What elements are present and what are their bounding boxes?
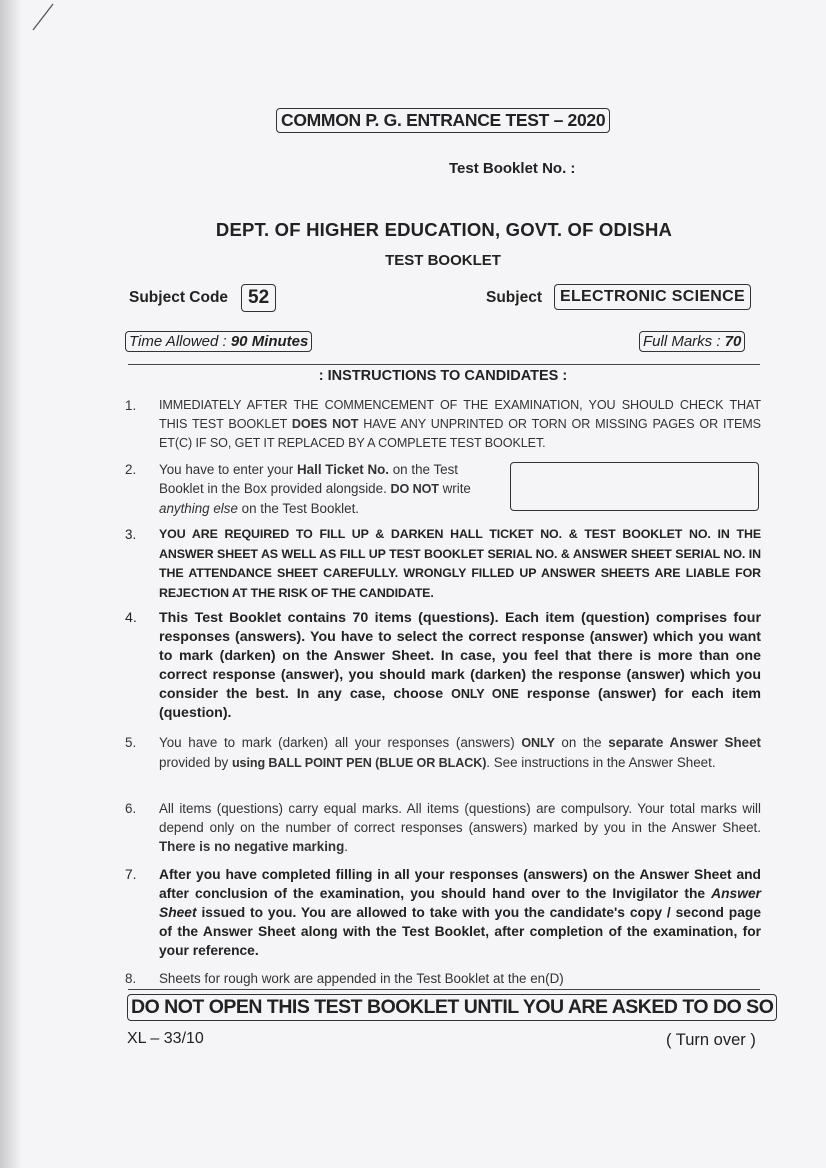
document-code: XL – 33/10 bbox=[127, 1030, 204, 1047]
item-number: 6. bbox=[125, 801, 137, 816]
item-text: IMMEDIATELY AFTER THE COMMENCEMENT OF THE EXAMINATION, YOU SHOULD CHECK THAT THIS TEST BOOKLET DOES NOT HAVE ANY UNPRINTED OR TORN OR MISSING PAGES OR ITEMS ET(C) IF SO, GET IT REPLACED BY A COMPLETE TEST BOOKLET. bbox=[159, 398, 761, 450]
item-text: You have to enter your Hall Ticket No. on the Test Booklet in the Box provided alongside. DO NOT write anything else on the Test Booklet. bbox=[159, 462, 471, 516]
item-text: You have to mark (darken) all your responses (answers) ONLY on the separate Answer Sheet provided by using BALL POINT PEN (BLUE OR BLACK). See instructions in the Answer Sheet. bbox=[159, 735, 761, 770]
exam-title: COMMON P. G. ENTRANCE TEST – 2020 bbox=[276, 108, 610, 133]
test-booklet-no-label: Test Booklet No. : bbox=[449, 160, 576, 177]
subject-code-value: 52 bbox=[241, 284, 276, 312]
time-allowed-value: 90 Minutes bbox=[230, 333, 309, 350]
instruction-item bbox=[125, 396, 761, 453]
instruction-item bbox=[125, 525, 761, 603]
item-number: 5. bbox=[125, 735, 137, 750]
divider bbox=[128, 364, 760, 365]
subject-label: Subject bbox=[486, 289, 542, 306]
item-text: After you have completed filling in all your responses (answers) on the Answer Sheet and after conclusion of the examination, you should hand over to the Invigilator the Answer Sheet issued to you. You are allowed to take with you the candidate's copy / second page of the Answer Sheet along with the Test Booklet, after completion of the examination, for your reference. bbox=[159, 867, 761, 958]
instruction-item bbox=[125, 733, 761, 773]
instruction-item bbox=[125, 865, 761, 960]
full-marks-value: 70 bbox=[724, 333, 742, 350]
time-allowed bbox=[125, 331, 312, 352]
do-not-open-warning: DO NOT OPEN THIS TEST BOOKLET UNTIL YOU ARE ASKED TO DO SO bbox=[127, 994, 777, 1021]
item-text: YOU ARE REQUIRED TO FILL UP & DARKEN HALL TICKET NO. & TEST BOOKLET NO. IN THE ANSWER SHEET AS WELL AS FILL UP TEST BOOKLET SERIAL NO. & ANSWER SHEET SERIAL NO. IN THE ATTENDANCE SHEET CAREFULLY. WRONGLY FILLED UP ANSWER SHEETS ARE LIABLE FOR REJECTION AT THE RISK OF THE CANDIDATE. bbox=[159, 527, 761, 600]
document-type: TEST BOOKLET bbox=[385, 252, 501, 269]
item-number: 8. bbox=[125, 971, 137, 986]
scan-edge-shadow bbox=[0, 0, 22, 1168]
item-number: 2. bbox=[125, 462, 137, 477]
pen-mark bbox=[30, 2, 56, 32]
item-text: This Test Booklet contains 70 items (questions). Each item (question) comprises four responses (answers). You have to select the correct response (answer) which you want to mark (darken) on the Answer Sheet. In case, you feel that there is more than one correct response (answer), you should mark (darken) the response (answer) which you consider the best. In any case, choose ONLY ONE response (answer) for each item (question). bbox=[159, 610, 761, 721]
instructions-heading: : INSTRUCTIONS TO CANDIDATES : bbox=[318, 368, 568, 384]
subject-value: ELECTRONIC SCIENCE bbox=[554, 284, 751, 310]
full-marks-label: Full Marks : bbox=[643, 333, 725, 350]
instruction-item bbox=[125, 460, 505, 518]
turn-over-note: ( Turn over ) bbox=[666, 1031, 756, 1049]
item-number: 3. bbox=[125, 527, 137, 542]
instruction-item bbox=[125, 609, 761, 723]
time-allowed-label: Time Allowed : bbox=[129, 333, 231, 350]
full-marks bbox=[639, 331, 745, 352]
item-number: 7. bbox=[125, 867, 137, 882]
divider bbox=[128, 989, 760, 990]
hall-ticket-input-box[interactable] bbox=[510, 462, 759, 511]
subject-code-label: Subject Code bbox=[129, 289, 229, 306]
instruction-item bbox=[125, 969, 761, 988]
department-heading: DEPT. OF HIGHER EDUCATION, GOVT. OF ODISHA bbox=[215, 219, 673, 240]
item-text: All items (questions) carry equal marks. All items (questions) are compulsory. Your total marks will depend only on the number of correct responses (answers) marked by you in the Answer Sheet. There is no negative marking. bbox=[159, 801, 761, 854]
item-number: 4. bbox=[125, 610, 137, 626]
item-number: 1. bbox=[125, 398, 137, 413]
instruction-item bbox=[125, 799, 761, 856]
item-text: Sheets for rough work are appended in the Test Booklet at the en(D) bbox=[159, 971, 564, 986]
